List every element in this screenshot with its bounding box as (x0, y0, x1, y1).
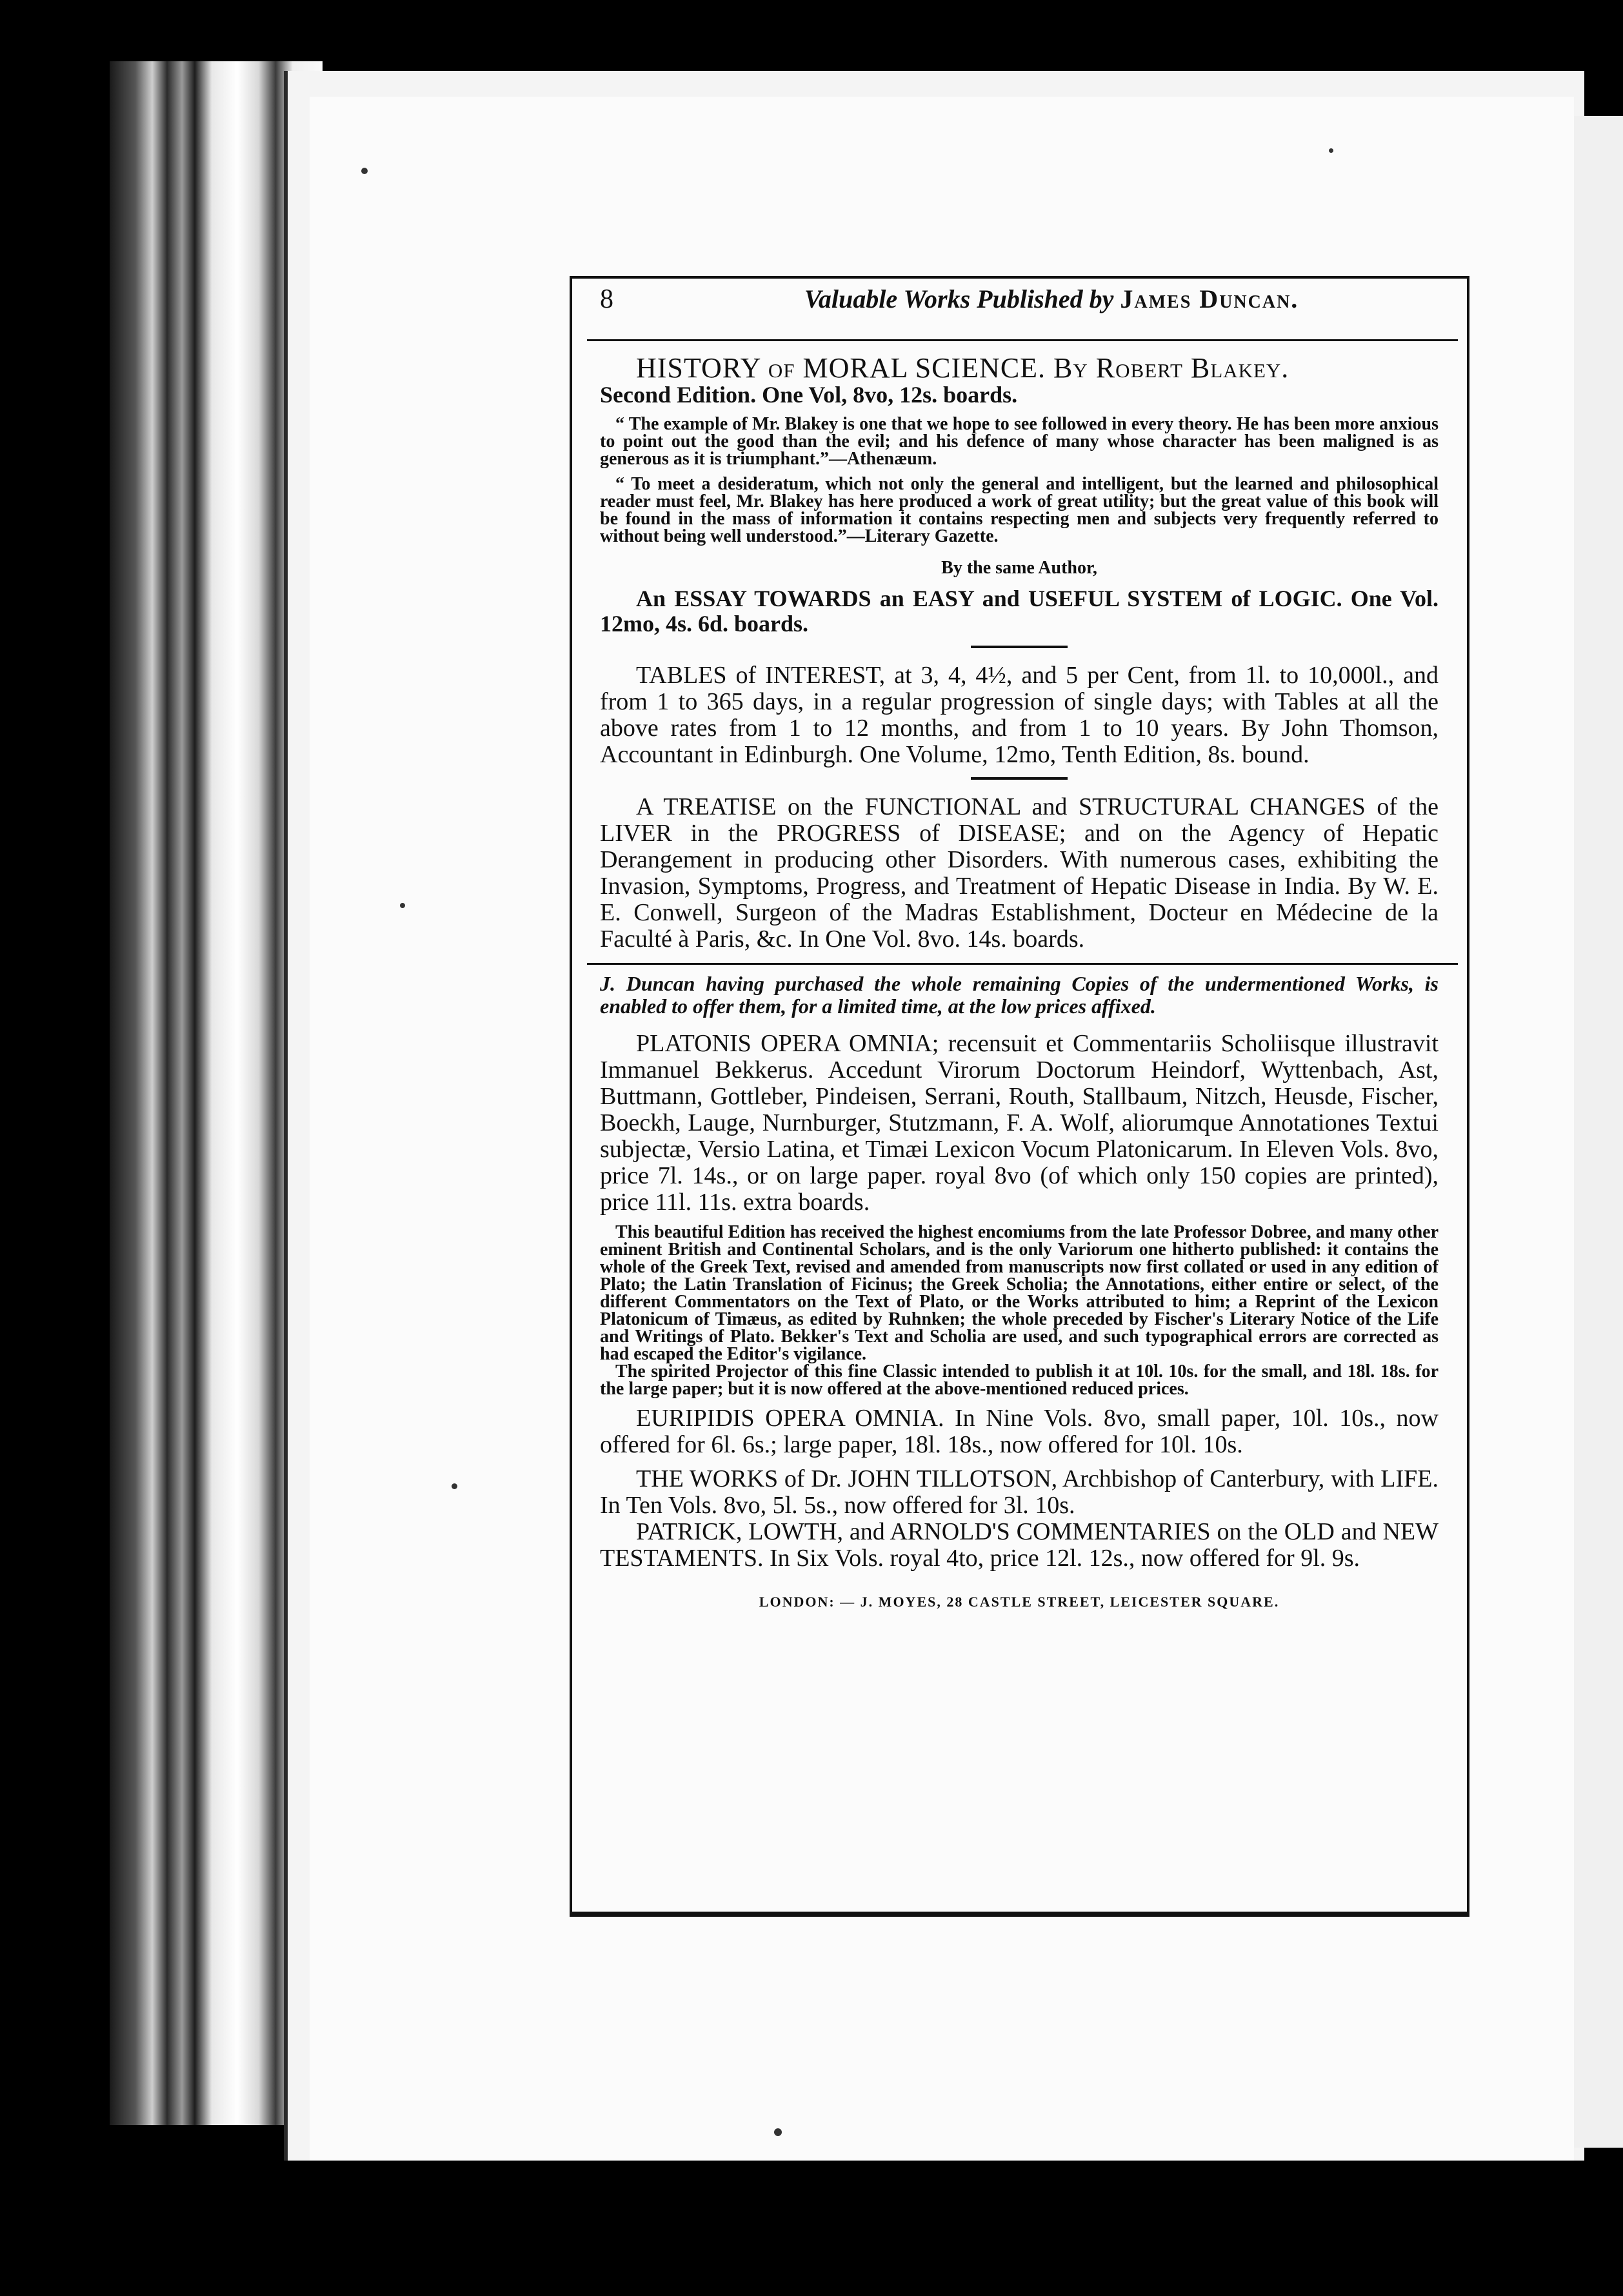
facing-page-edge (1574, 116, 1623, 2148)
printer-imprint: LONDON: — J. MOYES, 28 CASTLE STREET, LEICESTER SQUARE. (759, 1594, 1280, 1610)
paper-speck (361, 168, 368, 174)
offer-platonis-opera: PLATONIS OPERA OMNIA; recensuit et Commentariis Scholiisque illustravit Immanuel Bekkerus. Accedunt Virorum Doctorum Heindorf, Wyttenbach, Ast, Buttmann, Gottleber, Pindeisen, Serrani, Routh, Stallbaum, Nitzch, Heusde, Fischer, Boeckh, Lauge, Nurnburger, Stutzmann, F. A. Wolf, aliorumque Annotationes Textui subjectæ, Versio Latina, et Timæi Lexicon Vocum Platonicarum. In Eleven Vols. 8vo, price 7l. 14s., or on large paper. royal 8vo (of which only 150 copies are printed), price 11l. 11s. extra boards. (600, 1030, 1439, 1216)
frame-double-rule (570, 1901, 1469, 1917)
offer-euripidis-opera: EURIPIDIS OPERA OMNIA. In Nine Vols. 8vo, small paper, 10l. 10s., now offered for 6l. 6s.; large paper, 18l. 18s., now offered for 10l. 10s. (600, 1405, 1439, 1458)
same-author-label: By the same Author, (941, 558, 1097, 578)
offer-platonis-price-note: The spirited Projector of this fine Classic intended to publish it at 10l. 10s. for the small, and 18l. 18s. for the large paper; but it is now offered at the above-mentioned reduced prices. (600, 1361, 1439, 1399)
page-header (587, 284, 1458, 341)
ad-details: Second Edition. One Vol, 8vo, 12s. boards. (600, 382, 1018, 408)
paper-speck (400, 903, 405, 908)
review-quote: “ To meet a desideratum, which not only the general and intelligent, but the learned and philosophical reader must feel, Mr. Blakey has here produced a work of great utility; but the great value of this book will be found in the mass of information it contains respecting men and subjects very frequently referred to without being well understood.”—Literary Gazette. (600, 474, 1439, 546)
paper-speck (774, 2128, 782, 2136)
ad-title-moral-science: HISTORY of MORAL SCIENCE. By Robert Blakey. (636, 352, 1289, 384)
ad-tables-of-interest: TABLES of INTEREST, at 3, 4, 4½, and 5 per Cent, from 1l. to 10,000l., and from 1 to 365 days, in a regular progression of single days; with Tables at all the above rates from 1 to 12 months, and from 1 to 10 years. By John Thomson, Accountant in Edinburgh. One Volume, 12mo, Tenth Edition, 8s. bound. (600, 662, 1439, 768)
publisher-name: James Duncan. (1120, 284, 1299, 313)
ad-essay-logic: An ESSAY TOWARDS an EASY and USEFUL SYSTEM of LOGIC. One Vol. 12mo, 4s. 6d. boards. (600, 586, 1439, 637)
offer-commentaries: PATRICK, LOWTH, and ARNOLD'S COMMENTARIES on the OLD and NEW TESTAMENTS. In Six Vols. royal 4to, price 12l. 12s., now offered for 9l. 9s. (600, 1518, 1439, 1572)
remaining-copies-notice: J. Duncan having purchased the whole remaining Copies of the undermentioned Works, is enabled to offer them, for a limited time, at the low prices affixed. (600, 972, 1439, 1018)
review-quote: “ The example of Mr. Blakey is one that we hope to see followed in every theory. He has been more anxious to point out the good than the evil; and his defence of many whose character has been maligned is as generous as it is triumphant.”—Athenæum. (600, 414, 1439, 469)
section-divider (971, 646, 1068, 648)
advertisement-content (600, 284, 1439, 1610)
notice-divider (587, 963, 1458, 965)
section-divider (971, 777, 1068, 780)
paper-speck (452, 1483, 457, 1489)
running-head (658, 284, 1445, 314)
running-head-text: Valuable Works Published by (804, 284, 1114, 313)
paper-speck (1329, 148, 1333, 153)
offer-platonis-note: This beautiful Edition has received the highest encomiums from the late Professor Dobree, and many other eminent British and Continental Scholars, and is the only Variorum one hitherto published: it contains the whole of the Greek Text, revised and amended from manuscripts now first collated or used in any edition of Plato; the Latin Translation of Ficinus; the Greek Scholia; the Annotations, either entire or select, of the different Commentators on the Text of Plato, or the Works attributed to him; a Reprint of the Lexicon Platonicum of Timæus, as edited by Ruhnken; the whole preceded by Fischer's Literary Notice of the Life and Writings of Plato. Bekker's Text and Scholia are used, and such typographical errors are corrected as had escaped the Editor's vigilance. (600, 1222, 1439, 1364)
offer-tillotson-works: THE WORKS of Dr. JOHN TILLOTSON, Archbishop of Canterbury, with LIFE. In Ten Vols. 8vo, 5l. 5s., now offered for 3l. 10s. (600, 1465, 1439, 1519)
page-number: 8 (600, 284, 613, 314)
ad-treatise-liver: A TREATISE on the FUNCTIONAL and STRUCTURAL CHANGES of the LIVER in the PROGRESS of DISEASE; and on the Agency of Hepatic Derangement in producing other Disorders. With numerous cases, exhibiting the Invasion, Symptoms, Progress, and Treatment of Hepatic Disease in India. By W. E. E. Conwell, Surgeon of the Madras Establishment, Docteur en Médecine de la Faculté à Paris, &c. In One Vol. 8vo. 14s. boards. (600, 793, 1439, 953)
